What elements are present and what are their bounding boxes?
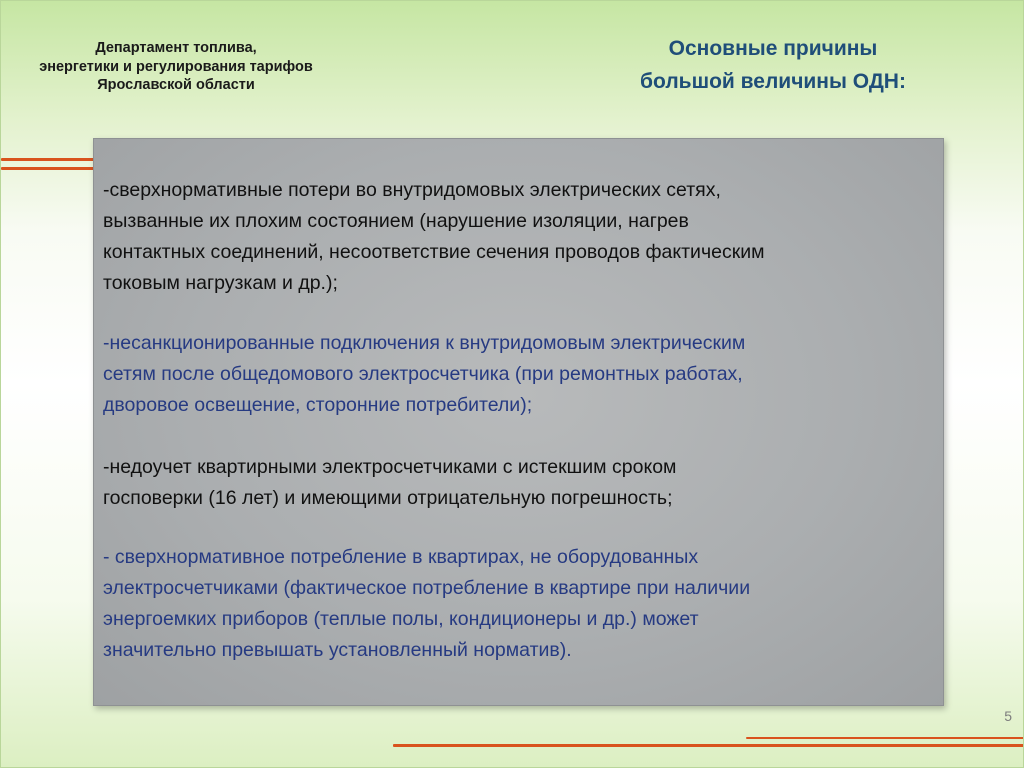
- slide-title-line: Основные причины: [668, 37, 878, 60]
- reason-item: [103, 175, 923, 299]
- reason-line: энергоемких приборов (теплые полы, кондиционеры и др.) может: [103, 608, 699, 630]
- organization-line: энергетики и регулирования тарифов: [39, 58, 313, 75]
- organization-line: Ярославской области: [97, 77, 255, 93]
- reason-item: [103, 542, 923, 666]
- reason-line: -недоучет квартирными электросчетчиками с истекшим сроком: [103, 456, 677, 478]
- slide-title-line: большой величины ОДН:: [640, 70, 906, 93]
- reason-line: значительно превышать установленный норматив).: [103, 639, 572, 661]
- reason-line: контактных соединений, несоответствие сечения проводов фактическим: [103, 241, 765, 263]
- page-number: 5: [1004, 708, 1012, 724]
- slide-title: [593, 32, 953, 98]
- organization-line: Департамент топлива,: [95, 40, 257, 56]
- reason-line: - сверхнормативное потребление в квартирах, не оборудованных: [103, 546, 699, 568]
- reason-line: токовым нагрузкам и др.);: [103, 272, 338, 294]
- reason-item: [103, 328, 923, 421]
- reason-line: сетям после общедомового электросчетчика (при ремонтных работах,: [103, 363, 743, 385]
- reason-line: электросчетчиками (фактическое потребление в квартире при наличии: [103, 577, 751, 599]
- decorative-line: [393, 744, 1024, 747]
- reason-item: [103, 452, 923, 514]
- reason-line: госповерки (16 лет) и имеющими отрицательную погрешность;: [103, 487, 673, 509]
- reason-line: -сверхнормативные потери во внутридомовых электрических сетях,: [103, 179, 721, 201]
- decorative-line: [746, 737, 1024, 739]
- reason-line: дворовое освещение, сторонние потребители);: [103, 394, 533, 416]
- reason-line: вызванные их плохим состоянием (нарушение изоляции, нагрев: [103, 210, 689, 232]
- reason-line: -несанкционированные подключения к внутридомовым электрическим: [103, 332, 746, 354]
- organization-name: [1, 39, 351, 95]
